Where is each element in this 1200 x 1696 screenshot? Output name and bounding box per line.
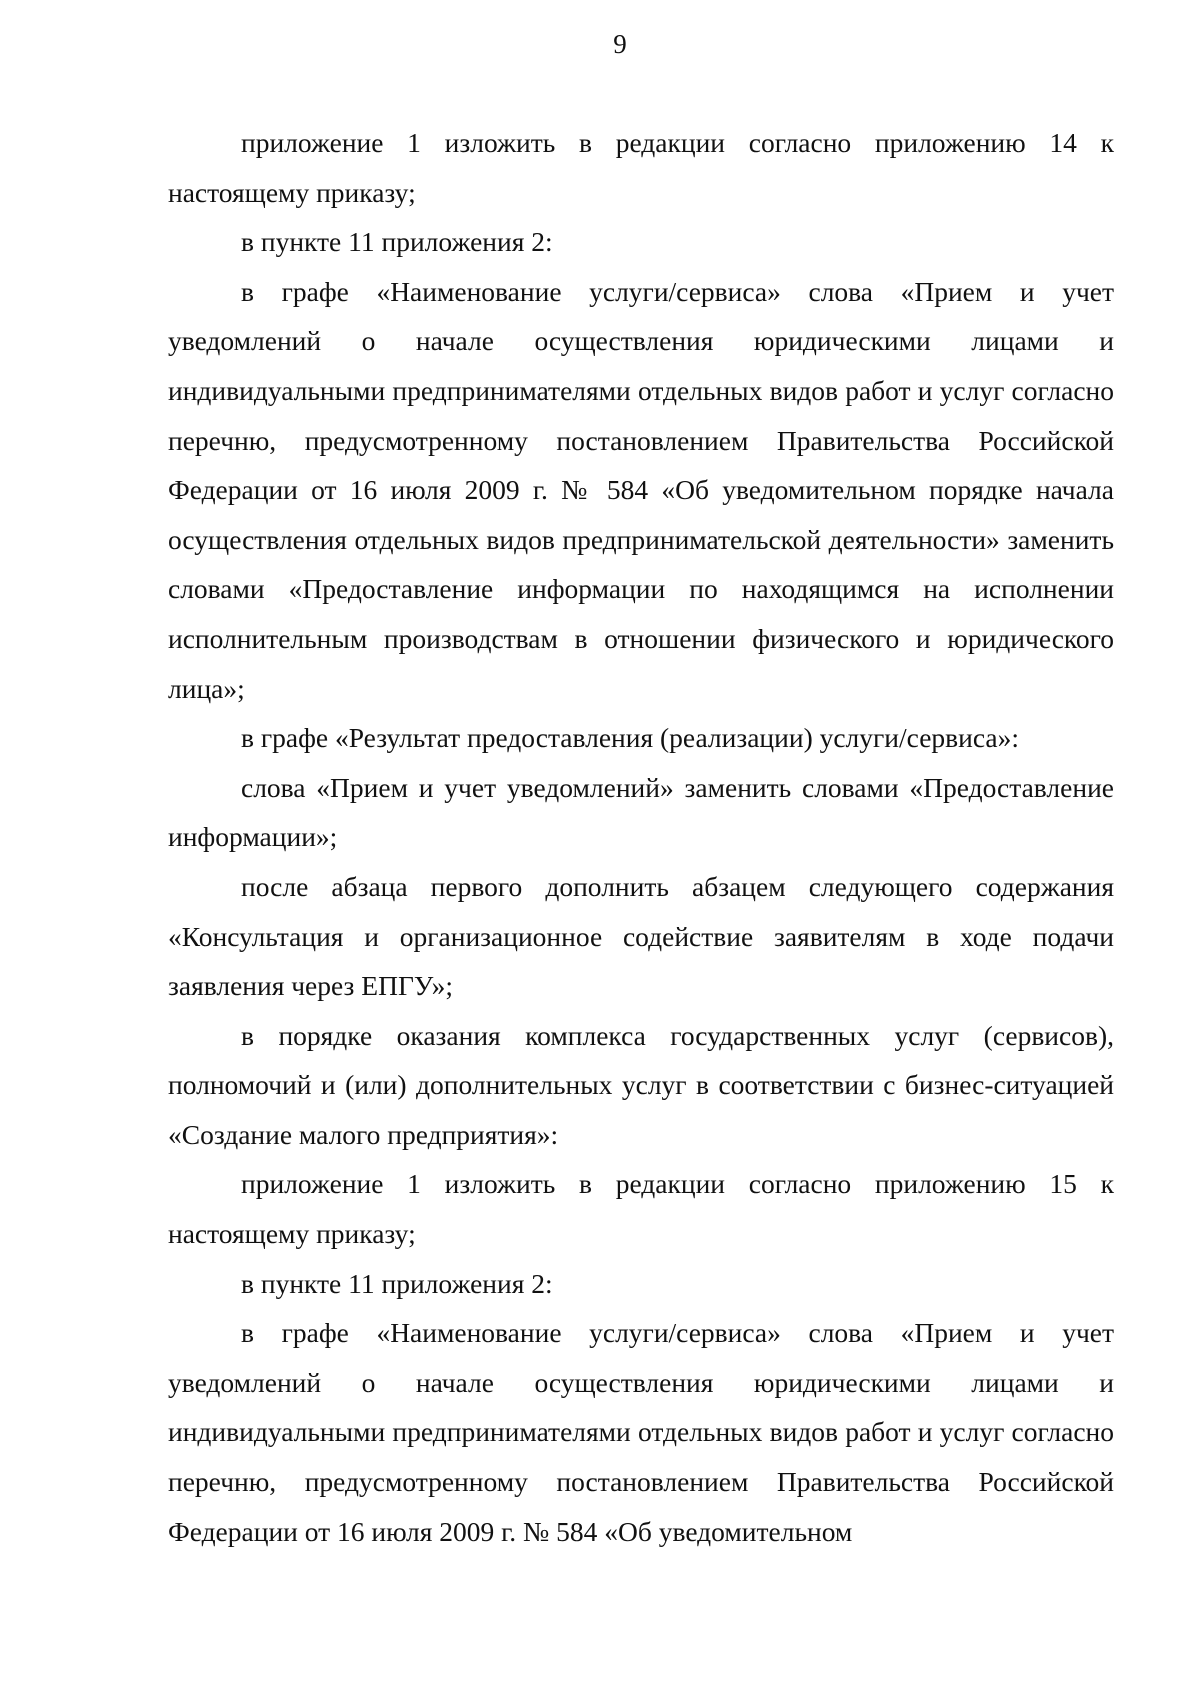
paragraph-8: приложение 1 изложить в редакции согласно приложению 15 к настоящему приказу; (168, 1168, 1114, 1250)
paragraph-2: в пункте 11 приложения 2: (241, 226, 553, 258)
paragraph-1: приложение 1 изложить в редакции согласно приложению 14 к настоящему приказу; (168, 127, 1114, 208)
paragraph-5: слова «Прием и учет уведомлений» заменить словами «Предоставление информации»; (168, 771, 1114, 853)
paragraph-7: в порядке оказания комплекса государственных услуг (сервисов), полномочий и (или) дополнительных услуг в соответствии с бизнес-ситуацией «Создание малого предприятия»: (168, 1019, 1114, 1150)
paragraph-4: в графе «Результат предоставления (реализации) услуги/сервиса»: (241, 722, 1020, 754)
paragraph-10: в графе «Наименование услуги/сервиса» слова «Прием и учет уведомлений о начале осуществления юридическими лицами и индивидуальными предпринимателями отдельных видов работ и услуг согласно перечню, предусмотренному постановлением Правительства Российской Федерации от 16 июля 2009 г. № 584 «Об уведомительном (168, 1317, 1114, 1547)
paragraph-3: в графе «Наименование услуги/сервиса» слова «Прием и учет уведомлений о начале осуществления юридическими лицами и индивидуальными предпринимателями отдельных видов работ и услуг согласно перечню, предусмотренному постановлением Правительства Российской Федерации от 16 июля 2009 г. № 584 «Об уведомительном порядке начала осуществления отдельных видов предпринимательской деятельности» заменить словами «Предоставление информации по находящимся на исполнении исполнительным производствам в отношении физического и юридического лица»; (168, 275, 1114, 704)
page-number: 9 (613, 29, 627, 59)
paragraph-6: после абзаца первого дополнить абзацем следующего содержания «Консультация и организационное содействие заявителям в ходе подачи заявления через ЕПГУ»; (168, 870, 1114, 1002)
paragraph-9: в пункте 11 приложения 2: (241, 1267, 553, 1299)
document-body (168, 118, 1114, 1556)
